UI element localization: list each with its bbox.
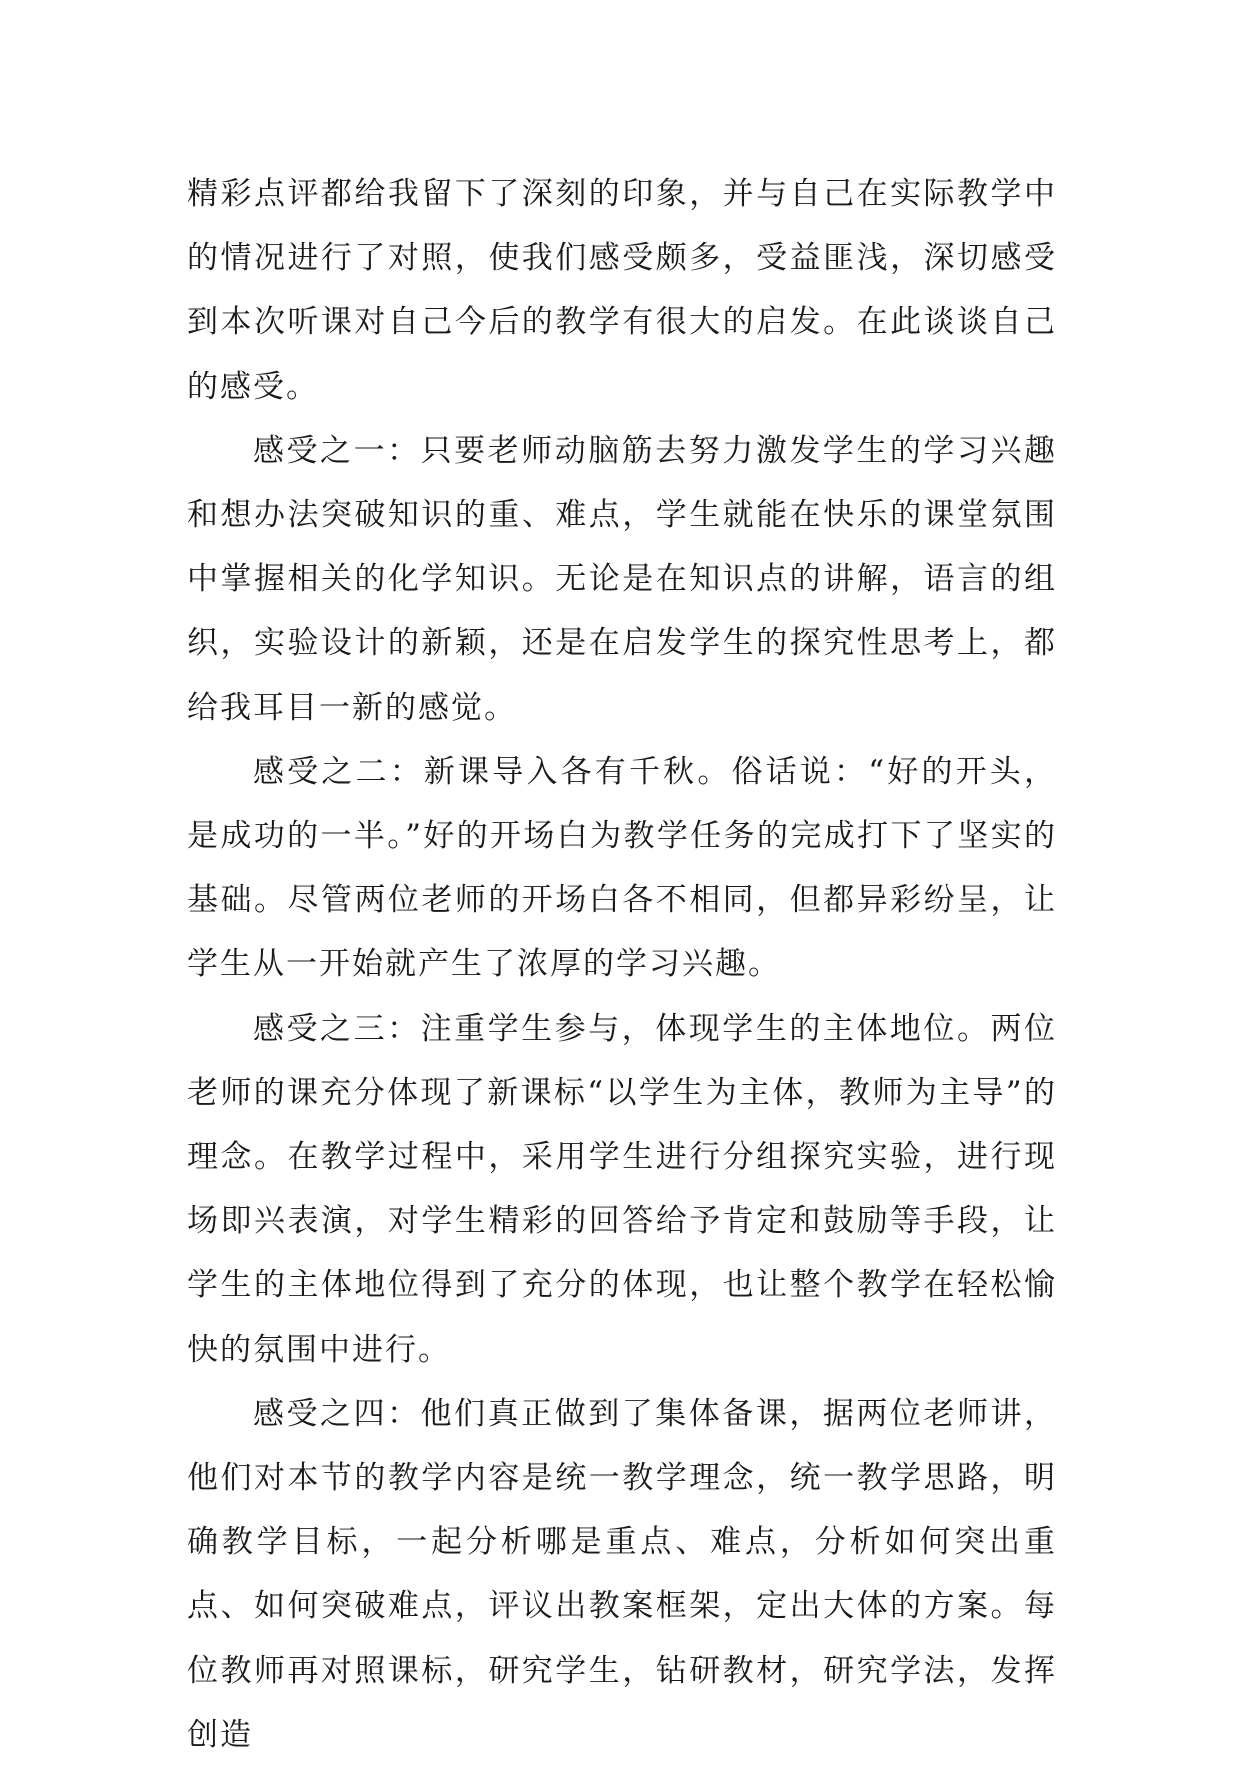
paragraph-intro: 精彩点评都给我留下了深刻的印象，并与自己在实际教学中的情况进行了对照，使我们感受颇多，受益匪浅，深切感受到本次听课对自己今后的教学有很大的启发。在此谈谈自己的感受。: [187, 176, 1057, 405]
paragraph-feeling-1: 感受之一：只要老师动脑筋去努力激发学生的学习兴趣和想办法突破知识的重、难点，学生就能在快乐的课堂氛围中掌握相关的化学知识。无论是在知识点的讲解，语言的组织，实验设计的新颖，还是在启发学生的探究性思考上，都给我耳目一新的感觉。: [187, 432, 1057, 726]
paragraph-feeling-3: 感受之三：注重学生参与，体现学生的主体地位。两位老师的课充分体现了新课标“以学生为主体，教师为主导”的理念。在教学过程中，采用学生进行分组探究实验，进行现场即兴表演，对学生精彩的回答给予肯定和鼓励等手段，让学生的主体地位得到了充分的体现，也让整个教学在轻松愉快的氛围中进行。: [187, 1010, 1057, 1368]
paragraph-feeling-4: 感受之四：他们真正做到了集体备课，据两位老师讲，他们对本节的教学内容是统一教学理念，统一教学思路，明确教学目标，一起分析哪是重点、难点，分析如何突出重点、如何突破难点，评议出教案框架，定出大体的方案。每位教师再对照课标，研究学生，钻研教材，研究学法，发挥创造: [187, 1395, 1057, 1753]
document-body: [187, 162, 1057, 1767]
paragraph-feeling-2: 感受之二：新课导入各有千秋。俗话说：“好的开头，是成功的一半。”好的开场白为教学任务的完成打下了坚实的基础。尽管两位老师的开场白各不相同，但都异彩纷呈，让学生从一开始就产生了浓厚的学习兴趣。: [187, 753, 1057, 983]
